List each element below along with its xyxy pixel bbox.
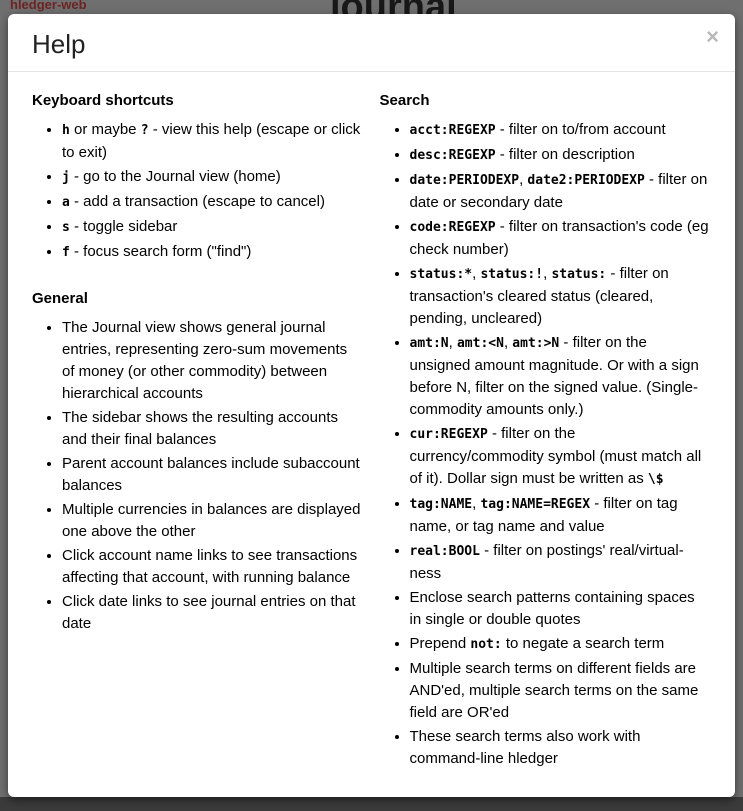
list-item [62, 166, 362, 189]
list-item [410, 540, 710, 585]
code-token: desc:REGEXP [409, 147, 496, 163]
text-run: - filter on tag name, or tag name and value [409, 494, 678, 535]
list-item [410, 216, 710, 261]
text-run: , [543, 264, 552, 282]
list-item [62, 119, 362, 164]
code-token: h [62, 122, 70, 138]
text-run: - filter on date or secondary date [409, 170, 708, 211]
dialog-title: Help [32, 29, 86, 59]
bullet-list [380, 119, 710, 770]
help-dialog-header [8, 14, 735, 72]
code-token: code:REGEXP [409, 219, 496, 235]
code-token: ? [140, 122, 149, 138]
bullet-list [32, 317, 362, 635]
list-item [62, 241, 362, 264]
help-dialog-body [8, 72, 735, 786]
list-item [62, 453, 362, 497]
text-run: Click account name links to see transactions affecting that account, with running balance [62, 546, 358, 586]
text-run: Multiple search terms on different fields are AND'ed, multiple search terms on the same field are OR'ed [409, 659, 699, 721]
text-run: Click date links to see journal entries on that date [62, 592, 356, 632]
code-token: status:! [480, 266, 544, 282]
list-item [410, 144, 710, 167]
text-run: Prepend [409, 634, 471, 652]
code-token: cur:REGEXP [409, 426, 488, 442]
text-run: to negate a search term [501, 634, 665, 652]
list-item [410, 633, 710, 656]
text-run: , [503, 333, 513, 351]
text-run: , [472, 264, 481, 282]
text-run: - filter on the unsigned amount magnitude. Or with a sign before N, filter on the signed value. (Single-commodity amounts only.) [409, 333, 699, 418]
code-token: amt:<N [456, 335, 504, 351]
help-column-right [372, 80, 720, 776]
list-item [410, 263, 710, 330]
list-item [410, 332, 710, 421]
text-run: or maybe [69, 120, 141, 138]
text-run: - filter on transaction's cleared status (cleared, pending, uncleared) [409, 264, 669, 327]
text-run: , [519, 170, 528, 188]
page-footer-strip [0, 797, 743, 811]
text-run: Parent account balances include subaccount balances [62, 454, 360, 494]
code-token: amt:N [409, 335, 449, 351]
code-token: not: [470, 636, 502, 652]
list-item [62, 591, 362, 635]
text-run: - filter on postings' real/virtual-ness [409, 541, 684, 582]
section-heading: Search [379, 91, 430, 109]
list-item [62, 407, 362, 451]
list-item [62, 545, 362, 589]
list-item [410, 493, 710, 538]
brand-link: hledger-web [10, 0, 87, 12]
text-run: - filter on transaction's code (eg check number) [409, 217, 709, 258]
code-token: real:BOOL [409, 543, 480, 559]
text-run: Enclose search patterns containing spaces in single or double quotes [409, 588, 695, 628]
text-run: - focus search form ("find") [69, 242, 252, 260]
text-run: The sidebar shows the resulting accounts and their final balances [62, 408, 338, 448]
help-column-left [24, 80, 372, 776]
list-item [410, 169, 710, 214]
list-item [410, 726, 710, 770]
text-run: - filter on the currency/commodity symbol (must match all of it). Dollar sign must be written as [409, 424, 702, 487]
text-run: - add a transaction (escape to cancel) [69, 192, 325, 210]
text-run: - toggle sidebar [69, 217, 178, 235]
list-item [62, 216, 362, 239]
list-item [410, 658, 710, 724]
help-dialog [8, 14, 735, 797]
code-token: s [62, 219, 70, 235]
code-token: f [62, 244, 70, 260]
list-item [62, 191, 362, 214]
text-run: The Journal view shows general journal entries, representing zero-sum movements of money (or other commodity) between hierarchical accounts [62, 318, 348, 402]
text-run: Multiple currencies in balances are displayed one above the other [62, 500, 361, 540]
code-token: date2:PERIODEXP [527, 172, 645, 188]
code-token: j [62, 169, 70, 185]
code-token: acct:REGEXP [409, 122, 496, 138]
list-item [62, 317, 362, 405]
code-token: date:PERIODEXP [409, 172, 520, 188]
code-token: a [62, 194, 70, 210]
list-item [62, 499, 362, 543]
section-heading: Keyboard shortcuts [32, 91, 174, 109]
text-run: - filter on description [495, 145, 635, 163]
text-run: These search terms also work with command-line hledger [409, 727, 641, 767]
code-token: status: [551, 266, 607, 282]
code-token: status:* [409, 266, 473, 282]
text-run: , [472, 494, 481, 512]
code-token: \$ [647, 471, 664, 487]
list-item [410, 423, 710, 491]
list-item [410, 587, 710, 631]
text-run: - filter on to/from account [495, 120, 666, 138]
code-token: amt:>N [512, 335, 560, 351]
list-item [410, 119, 710, 142]
close-icon[interactable]: × [706, 24, 719, 49]
text-run: , [448, 333, 457, 351]
section-heading: General [32, 289, 88, 307]
code-token: tag:NAME [409, 496, 473, 512]
text-run: - view this help (escape or click to exit) [62, 120, 361, 161]
text-run: - go to the Journal view (home) [69, 167, 281, 185]
code-token: tag:NAME=REGEX [480, 496, 591, 512]
bullet-list [32, 119, 362, 264]
